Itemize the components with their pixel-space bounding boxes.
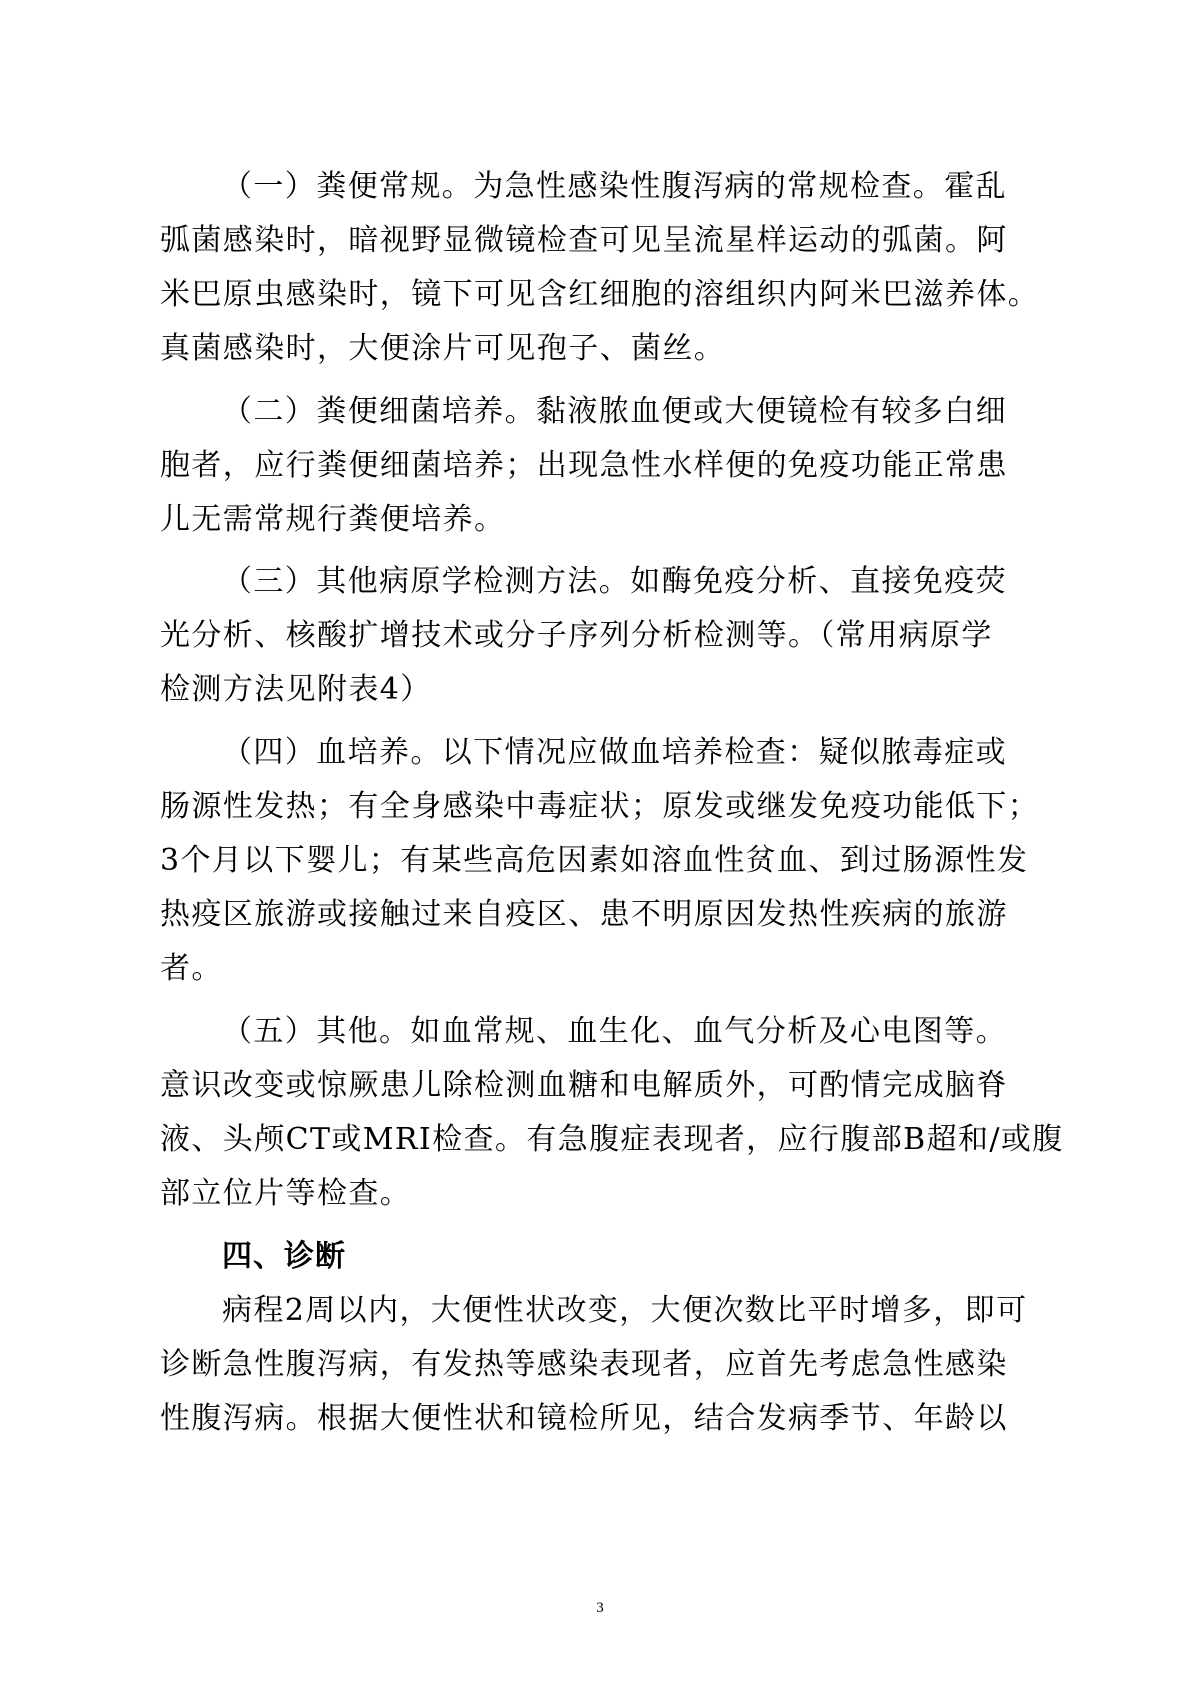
paragraph-4-line-2: 肠源性发热；有全身感染中毒症状；原发或继发免疫功能低下；	[160, 789, 1040, 824]
paragraph-6-line-3: 性腹泻病。根据大便性状和镜检所见，结合发病季节、年龄以	[160, 1401, 1008, 1436]
paragraph-5-line-3: 液、头颅CT或MRI检查。有急腹症表现者，应行腹部B超和/或腹	[160, 1122, 1064, 1157]
section-heading-diagnosis: 四、诊断	[222, 1239, 346, 1274]
paragraph-4-line-5: 者。	[160, 951, 223, 986]
paragraph-4-line-1: （四）血培养。以下情况应做血培养检查：疑似脓毒症或	[222, 735, 1007, 770]
page-number: 3	[596, 1600, 604, 1616]
paragraph-6-line-2: 诊断急性腹泻病，有发热等感染表现者，应首先考虑急性感染	[160, 1347, 1008, 1382]
paragraph-5-line-1: （五）其他。如血常规、血生化、血气分析及心电图等。	[222, 1014, 1007, 1049]
paragraph-5-line-4: 部立位片等检查。	[160, 1176, 412, 1211]
paragraph-2-line-1: （二）粪便细菌培养。黏液脓血便或大便镜检有较多白细	[222, 394, 1007, 429]
paragraph-1-line-3: 米巴原虫感染时，镜下可见含红细胞的溶组织内阿米巴滋养体。	[160, 277, 1040, 312]
paragraph-3-line-3: 检测方法见附表4）	[160, 672, 432, 707]
paragraph-3-line-2: 光分析、核酸扩增技术或分子序列分析检测等。（常用病原学	[160, 618, 993, 653]
paragraph-1-line-2: 弧菌感染时，暗视野显微镜检查可见呈流星样运动的弧菌。阿	[160, 223, 1008, 258]
paragraph-4-line-3: 3个月以下婴儿；有某些高危因素如溶血性贫血、到过肠源性发	[160, 843, 1029, 878]
paragraph-1-line-4: 真菌感染时，大便涂片可见孢子、菌丝。	[160, 331, 726, 366]
paragraph-2-line-3: 儿无需常规行粪便培养。	[160, 502, 506, 537]
paragraph-4-line-4: 热疫区旅游或接触过来自疫区、患不明原因发热性疾病的旅游	[160, 897, 1008, 932]
paragraph-1-line-1: （一）粪便常规。为急性感染性腹泻病的常规检查。霍乱	[222, 169, 1007, 204]
paragraph-5-line-2: 意识改变或惊厥患儿除检测血糖和电解质外，可酌情完成脑脊	[160, 1068, 1008, 1103]
paragraph-6-line-1: 病程2周以内，大便性状改变，大便次数比平时增多，即可	[222, 1293, 1028, 1328]
paragraph-3-line-1: （三）其他病原学检测方法。如酶免疫分析、直接免疫荧	[222, 564, 1007, 599]
paragraph-2-line-2: 胞者，应行粪便细菌培养；出现急性水样便的免疫功能正常患	[160, 448, 1008, 483]
